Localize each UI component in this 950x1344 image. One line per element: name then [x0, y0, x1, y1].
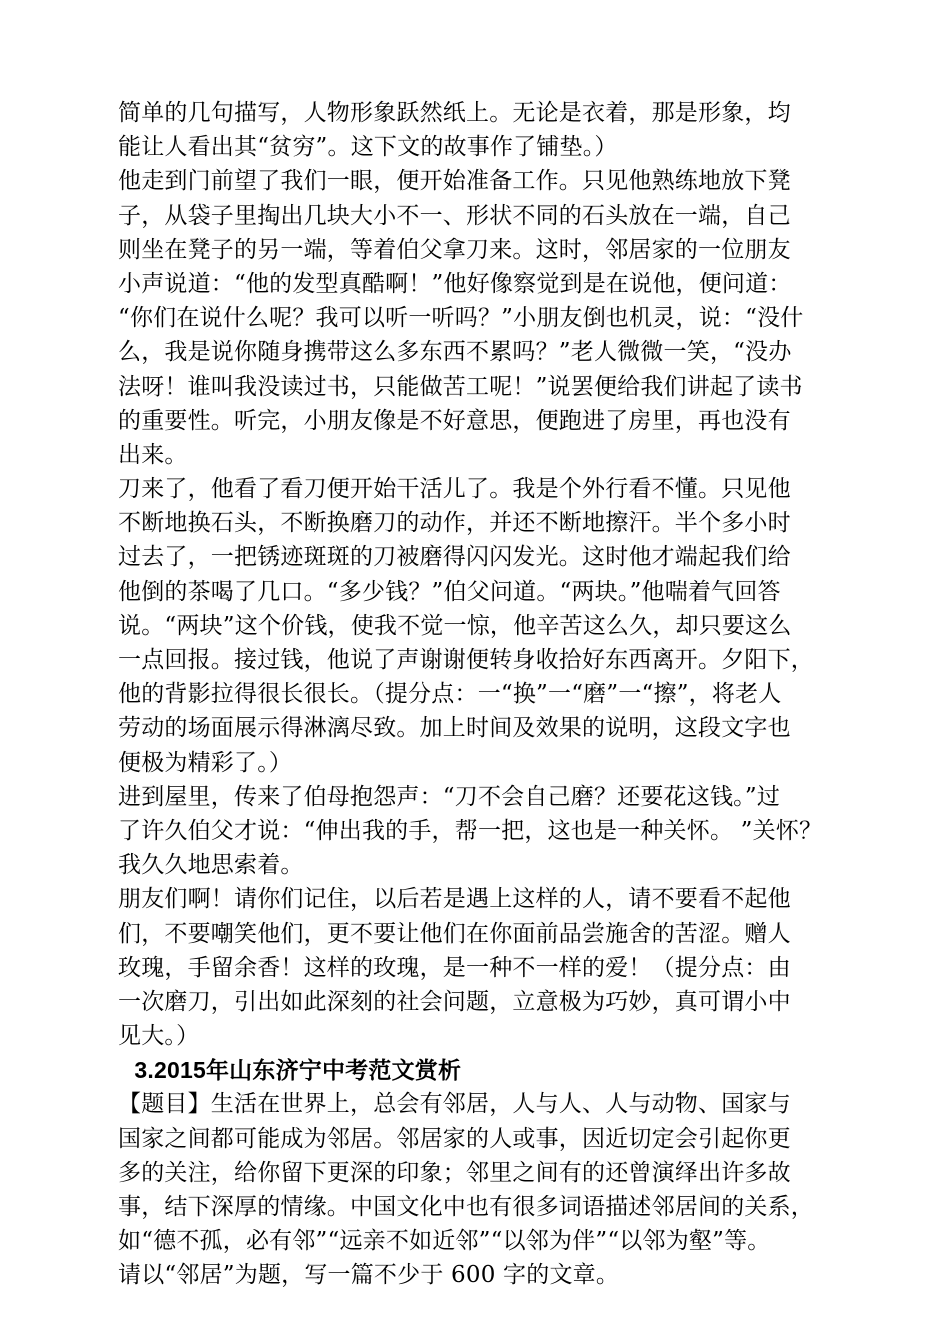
text-line: 他倒的茶喝了几口。“多少钱？”伯父问道。“两块。”他喘着气回答	[118, 578, 781, 605]
text-line: 了许久伯父才说：“伸出我的手，帮一把，这也是一种关怀。 ”关怀？	[118, 817, 823, 844]
text-line: 则坐在凳子的另一端，等着伯父拿刀来。这时，邻居家的一位朋友	[118, 236, 791, 263]
document-page	[118, 96, 838, 1293]
text-line: 简单的几句描写，人物形象跃然纸上。无论是衣着，那是形象，均	[118, 100, 791, 126]
text-line: 见大。）	[118, 1023, 200, 1050]
text-line: 的重要性。听完，小朋友像是不好意思，便跑进了房里，再也没有	[118, 407, 791, 434]
text-line: 出来。	[118, 441, 188, 468]
text-line: 不断地换石头，不断换磨刀的动作，并还不断地擦汗。半个多小时	[118, 510, 791, 537]
text-line: 劳动的场面展示得淋漓尽致。加上时间及效果的说明，这段文字也	[118, 715, 791, 742]
text-line: 小声说道：“他的发型真酷啊！”他好像察觉到是在说他，便问道：	[118, 270, 792, 297]
text-line: 刀来了，他看了看刀便开始干活儿了。我是个外行看不懂。只见他	[118, 476, 791, 503]
prompt-line: 【题目】生活在世界上，总会有邻居，人与人、人与动物、国家与	[118, 1091, 791, 1118]
text-line: 么，我是说你随身携带这么多东西不累吗？”老人微微一笑，“没办	[118, 339, 792, 366]
prompt-line: 多的关注，给你留下更深的印象；邻里之间有的还曾演绎出许多故	[118, 1159, 791, 1186]
prompt-line: 国家之间都可能成为邻居。邻居家的人或事，因近切定会引起你更	[118, 1125, 791, 1152]
text-line: 一点回报。接过钱，他说了声谢谢便转身收拾好东西离开。夕阳下，	[118, 647, 814, 673]
text-line: 法呀！谁叫我没读过书，只能做苦工呢！”说罢便给我们讲起了读书	[118, 373, 803, 400]
text-line: 他走到门前望了我们一眼，便开始准备工作。只见他熟练地放下凳	[118, 168, 791, 195]
prompt-line: 如“德不孤，必有邻”“远亲不如近邻”“以邻为伴”“以邻为壑”等。	[118, 1228, 771, 1255]
text-line: 一次磨刀，引出如此深刻的社会问题，立意极为巧妙，真可谓小中	[118, 988, 791, 1015]
text-line: 他的背影拉得很长很长。（提分点：一“换”一“磨”一“擦”，将老人	[118, 681, 782, 708]
text-line: 们，不要嘲笑他们，更不要让他们在你面前品尝施舍的苦涩。赠人	[118, 920, 791, 947]
prompt-line: 事，结下深厚的情缘。中国文化中也有很多词语描述邻居间的关系，	[118, 1194, 814, 1220]
text-line: 能让人看出其“贫穷”。这下文的故事作了铺垫。）	[118, 134, 618, 161]
text-line: 子，从袋子里掏出几块大小不一、形状不同的石头放在一端，自己	[118, 202, 791, 229]
text-line: 我久久地思索着。	[118, 852, 304, 879]
text-line: 玫瑰，手留余香！这样的玫瑰，是一种不一样的爱！（提分点：由	[118, 954, 791, 981]
text-line: 便极为精彩了。）	[118, 749, 293, 776]
section-heading-text: 年山东济宁中考范文赏析	[205, 1057, 462, 1085]
section-heading	[118, 1053, 838, 1087]
text-line: 过去了，一把锈迹斑斑的刀被磨得闪闪发光。这时他才端起我们给	[118, 544, 791, 571]
text-line: “你们在说什么呢？我可以听一听吗？”小朋友倒也机灵，说：“没什	[118, 305, 804, 332]
text-line: 说。“两块”这个价钱，使我不觉一惊，他辛苦这么久，却只要这么	[118, 612, 792, 639]
section-heading-number: 3.2015	[134, 1057, 206, 1084]
prompt-line: 请以“邻居”为题，写一篇不少于 600 字的文章。	[118, 1262, 620, 1289]
text-line: 进到屋里，传来了伯母抱怨声：“刀不会自己磨？还要花这钱。”过	[118, 783, 781, 810]
text-line: 朋友们啊！请你们记住，以后若是遇上这样的人，请不要看不起他	[118, 886, 791, 913]
